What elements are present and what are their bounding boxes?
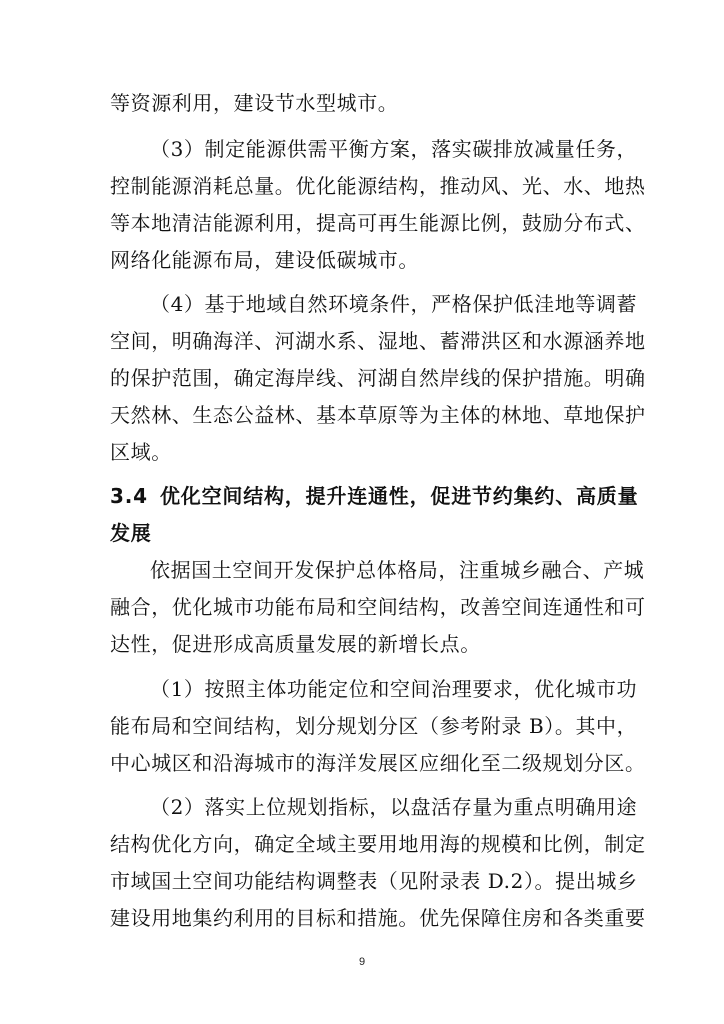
section-title: 优化空间结构，提升连通性，促进节约集约、高质量 bbox=[160, 484, 639, 508]
body-text-line: 的保护范围，确定海岸线、河湖自然岸线的保护措施。明确 bbox=[110, 366, 646, 390]
body-text-line: 区域。 bbox=[110, 440, 172, 464]
body-text-line: 能布局和空间结构，划分规划分区（参考附录 B）。其中， bbox=[110, 714, 638, 738]
body-text-line: 等本地清洁能源利用，提高可再生能源比例，鼓励分布式、 bbox=[110, 211, 646, 235]
body-text-line: 达性，促进形成高质量发展的新增长点。 bbox=[110, 632, 481, 656]
body-text-line: 空间，明确海洋、河湖水系、湿地、蓄滞洪区和水源涵养地 bbox=[110, 329, 646, 353]
body-text-line: 融合，优化城市功能布局和空间结构，改善空间连通性和可 bbox=[110, 595, 646, 619]
body-text-line: 天然林、生态公益林、基本草原等为主体的林地、草地保护 bbox=[110, 403, 646, 427]
section-heading bbox=[110, 477, 639, 515]
section-heading-continued: 发展 bbox=[110, 521, 152, 545]
body-text-line: （3）制定能源供需平衡方案，落实碳排放减量任务， bbox=[150, 137, 638, 161]
section-number: 3.4 bbox=[110, 484, 148, 508]
body-text-line: 建设用地集约利用的目标和措施。优先保障住房和各类重要 bbox=[110, 906, 646, 930]
body-text-line: 控制能源消耗总量。优化能源结构，推动风、光、水、地热 bbox=[110, 174, 646, 198]
body-text-line: （1）按照主体功能定位和空间治理要求，优化城市功 bbox=[150, 677, 638, 701]
body-text-line: （2）落实上位规划指标，以盘活存量为重点明确用途 bbox=[150, 795, 638, 819]
body-text-line: 网络化能源布局，建设低碳城市。 bbox=[110, 248, 419, 272]
body-text-line: 市域国土空间功能结构调整表（见附录表 D.2）。提出城乡 bbox=[110, 869, 638, 893]
body-text-line: 依据国土空间开发保护总体格局，注重城乡融合、产城 bbox=[150, 558, 645, 582]
page-number: 9 bbox=[358, 956, 366, 968]
body-text-line: 等资源利用，建设节水型城市。 bbox=[110, 91, 399, 115]
body-text-line: （4）基于地域自然环境条件，严格保护低洼地等调蓄 bbox=[150, 292, 638, 316]
body-text-line: 结构优化方向，确定全域主要用地用海的规模和比例，制定 bbox=[110, 832, 646, 856]
body-text-line: 中心城区和沿海城市的海洋发展区应细化至二级规划分区。 bbox=[110, 751, 646, 775]
